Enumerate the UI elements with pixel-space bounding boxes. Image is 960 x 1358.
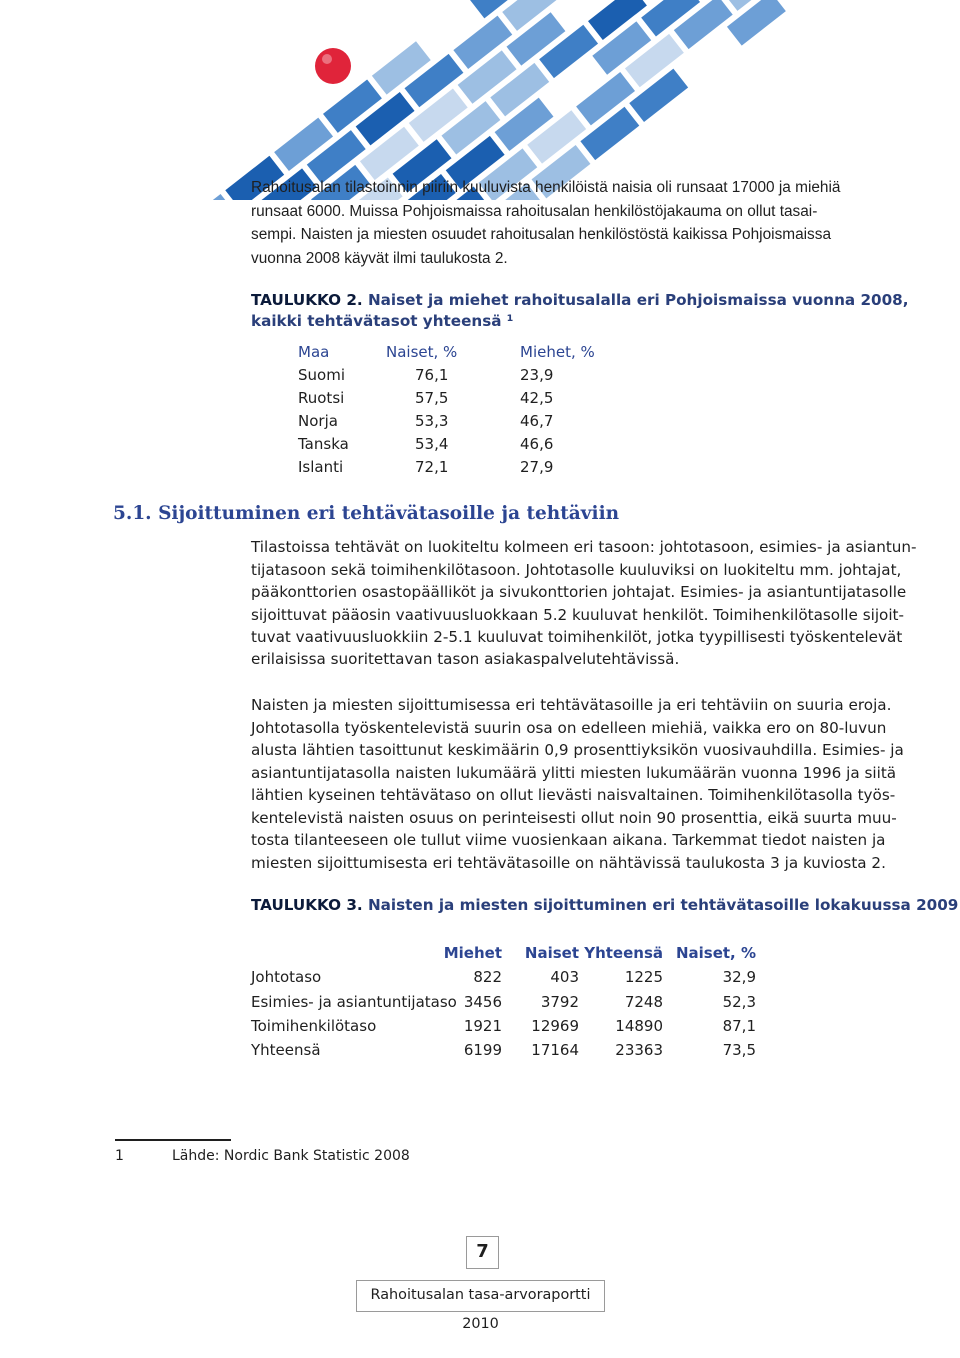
paragraph-line: tijatasoon sekä toimihenkilötasoon. Johtotasolle kuuluviksi on luokiteltu mm. johtajat, [251, 561, 902, 579]
paragraph-line: Johtotasolla työskentelevistä suurin osa on edelleen miehiä, vaikka ero on 80-luvun [251, 719, 887, 737]
header-decoration [0, 0, 960, 200]
table2-title-line2: kaikki tehtävätasot yhteensä ¹ [251, 312, 514, 330]
table3-row-label: Johtotaso [251, 968, 322, 987]
table2-caption-cont [251, 310, 513, 332]
table2-header-cell: Naiset, % [386, 343, 458, 361]
paragraph-line: alusta lähtien tasoittunut keskimäärin 0,9 prosenttiyksikön vuosivauhdilla. Esimies- ja [251, 741, 904, 759]
footnote-text: Lähde: Nordic Bank Statistic 2008 [172, 1148, 410, 1164]
paragraph-line: tuvat vaativuusluokkiin 2-5.1 kuuluvat toimihenkilöt, jotka tyypillisesti työskentelevät [251, 628, 903, 646]
table3-title: Naisten ja miesten sijoittuminen eri tehtävätasoille lokakuussa 2009 [362, 896, 959, 914]
table3-cell: 403 [550, 968, 579, 987]
table3-cell: 32,9 [722, 968, 756, 987]
table2-cell: 53,3 [415, 412, 449, 430]
table3-cell: 52,3 [722, 992, 756, 1011]
table2-cell: 72,1 [415, 458, 449, 476]
table3-cell: 6199 [463, 1041, 502, 1060]
table3-cell: 1225 [624, 968, 663, 987]
paragraph-line: sijoittuvat pääosin vaativuusluokkaan 5.2 kuuluvat henkilöt. Toimihenkilötasolle sijoit- [251, 606, 904, 624]
table2-cell: 46,6 [520, 435, 554, 453]
paragraph-line: tosta tilanteeseen ole tullut viime vuosienkaan aikana. Tarkemmat tiedot naisten ja [251, 831, 886, 849]
table3-cell: 87,1 [722, 1016, 756, 1035]
table2-cell: 42,5 [520, 389, 554, 407]
decor-tile [176, 194, 235, 200]
table3-cell: 14890 [615, 1016, 663, 1035]
paragraph-line: Naisten ja miesten sijoittumisessa eri tehtävätasoille ja eri tehtäviin on suuria eroja. [251, 696, 892, 714]
intro-line: Rahoitusalan tilastoinnin piiriin kuuluvista henkilöistä naisia oli runsaat 17000 ja miehiä [251, 179, 841, 196]
table-row [251, 1014, 761, 1038]
table3-cell: 3792 [540, 992, 579, 1011]
table2-cell: 53,4 [415, 435, 449, 453]
table2-header-cell: Maa [298, 343, 330, 361]
table3-header-cell: Naiset [524, 944, 579, 962]
table3-cell: 73,5 [722, 1041, 756, 1060]
intro-line: vuonna 2008 käyvät ilmi taulukosta 2. [251, 250, 508, 267]
paragraph-line: miesten sijoittumisesta eri tehtävätasoille on nähtävissä taulukosta 3 ja kuviosta 2. [251, 854, 886, 872]
table2-cell: Suomi [298, 366, 345, 384]
table3-cell: 1921 [463, 1016, 502, 1035]
table3-cell: 7248 [624, 992, 663, 1011]
table2-label: TAULUKKO 2. [251, 291, 363, 309]
paragraph-line: asiantuntijatasolla naisten lukumäärä ylitti miesten lukumäärän vuonna 1996 ja siitä [251, 764, 897, 782]
table2-cell: 23,9 [520, 366, 554, 384]
intro-line: runsaat 6000. Muissa Pohjoismaissa rahoitusalan henkilöstöjakauma on ollut tasai- [251, 203, 818, 220]
paragraph-line: pääkonttorien osastopäälliköt ja sivukonttorien johtajat. Esimies- ja asiantuntijatasolle [251, 583, 907, 601]
paragraph-line: erilaisissa suoritettavan tason asiakaspalvelutehtävissä. [251, 650, 680, 668]
table3-cell: 3456 [463, 992, 502, 1011]
table3-row-label: Esimies- ja asiantuntijataso [251, 992, 457, 1011]
table3 [251, 941, 761, 1062]
footnote-divider [115, 1139, 231, 1141]
paragraph-line: Tilastoissa tehtävät on luokiteltu kolmeen eri tasoon: johtotasoon, esimies- ja asiantun- [251, 538, 917, 556]
paragraph-line: kentelevistä naisten osuus on perinteisesti ollut noin 90 prosenttia, eikä suurta muu- [251, 809, 897, 827]
publication-title: Rahoitusalan tasa-arvoraportti 2010 [356, 1280, 605, 1312]
table3-cell: 12969 [531, 1016, 579, 1035]
paragraph-line: lähtien kyseinen tehtävätaso on ollut lievästi naisvaltainen. Toimihenkilötasolla työs- [251, 786, 896, 804]
table2-caption [251, 289, 909, 311]
table2-cell: 46,7 [520, 412, 554, 430]
table2-cell: 27,9 [520, 458, 554, 476]
section-heading: 5.1. Sijoittuminen eri tehtävätasoille ja tehtäviin [113, 503, 620, 524]
table3-row-label: Toimihenkilötaso [251, 1016, 377, 1035]
table3-row-label: Yhteensä [251, 1041, 321, 1060]
table3-header-row [251, 941, 761, 965]
page-number: 7 [466, 1236, 499, 1269]
red-ball-icon [315, 48, 351, 84]
table3-cell: 23363 [615, 1041, 663, 1060]
ball-highlight [322, 54, 332, 64]
table2-title-line1: Naiset ja miehet rahoitusalalla eri Pohjoismaissa vuonna 2008, [362, 291, 909, 309]
table3-header-cell: Yhteensä [584, 944, 663, 962]
table3-caption [251, 894, 958, 916]
table2-cell: Islanti [298, 458, 344, 476]
table2-header-cell: Miehet, % [520, 343, 595, 361]
table3-label: TAULUKKO 3. [251, 896, 363, 914]
table2-cell: Norja [298, 412, 338, 430]
table-row [251, 990, 761, 1014]
table3-header-cell: Miehet [443, 944, 502, 962]
table3-header-cell: Naiset, % [675, 944, 756, 962]
table2-cell: Tanska [298, 435, 349, 453]
table-row [251, 1038, 761, 1062]
footnote-number: 1 [115, 1148, 124, 1164]
table3-cell: 17164 [531, 1041, 579, 1060]
table2-cell: 76,1 [415, 366, 449, 384]
table2-cell: Ruotsi [298, 389, 345, 407]
table-row [251, 965, 761, 989]
table2-cell: 57,5 [415, 389, 449, 407]
tile-mosaic [79, 0, 960, 200]
table3-cell: 822 [473, 968, 502, 987]
intro-line: sempi. Naisten ja miesten osuudet rahoitusalan henkilöstöstä kaikissa Pohjoismaissa [251, 226, 832, 243]
